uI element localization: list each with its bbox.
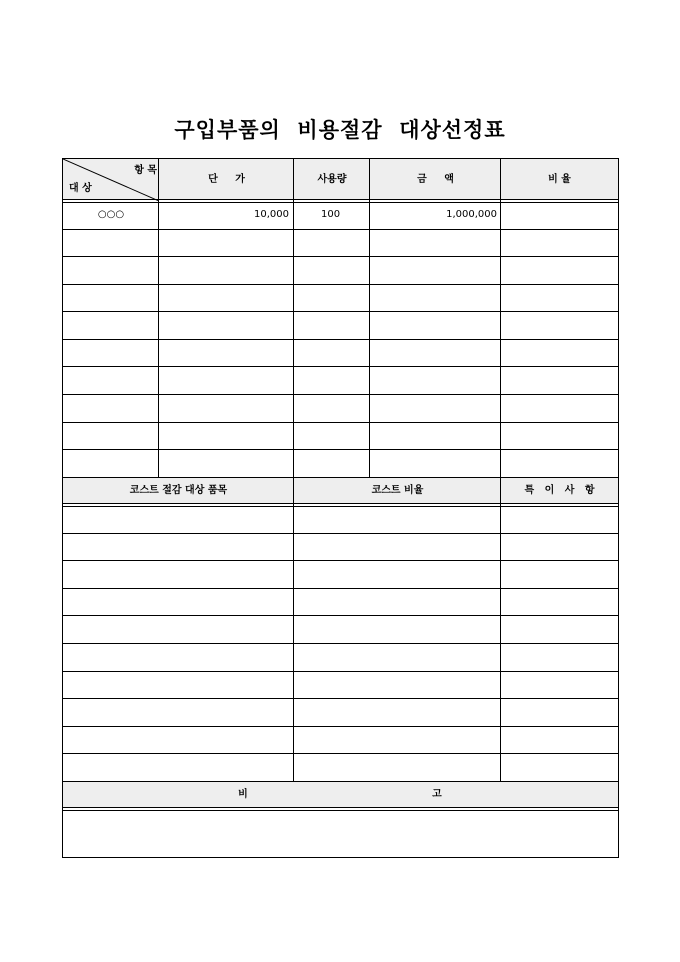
header-ratio: 비 율 <box>548 174 571 185</box>
table2-row-rule <box>63 533 618 534</box>
table1-col-rule <box>369 159 370 477</box>
page-title: 구입부품의 비용절감 대상선정표 <box>174 118 506 142</box>
table1-row-rule <box>63 284 618 285</box>
header-usage: 사용량 <box>317 174 347 185</box>
corner-item-label: 항 목 <box>134 165 157 176</box>
header-notes: 특 이 사 항 <box>524 485 595 496</box>
table2-header-rule <box>63 503 618 507</box>
table1-row-rule <box>63 311 618 312</box>
header-amount: 금 액 <box>417 174 454 185</box>
table2-row-rule <box>63 671 618 672</box>
header-cost-ratio: 코스트 비율 <box>371 485 424 496</box>
table1-row-rule <box>63 449 618 450</box>
table1-row-rule <box>63 229 618 230</box>
table2-col-rule <box>500 477 501 781</box>
remarks-label-left: 비 <box>238 789 248 800</box>
row1-usage: 100 <box>321 209 341 220</box>
table1-row-rule <box>63 256 618 257</box>
table2-row-rule <box>63 560 618 561</box>
row1-amount: 1,000,000 <box>446 209 497 220</box>
table2-col-rule <box>293 477 294 781</box>
row1-unit-price: 10,000 <box>254 209 289 220</box>
table2-row-rule <box>63 588 618 589</box>
row1-target: ○○○ <box>97 209 125 220</box>
corner-target-label: 대 상 <box>69 183 92 194</box>
table2-row-rule <box>63 726 618 727</box>
table2-row-rule <box>63 643 618 644</box>
table1-row-rule <box>63 394 618 395</box>
table1-header-rule <box>63 199 618 203</box>
remarks-header-band <box>63 782 618 808</box>
selection-form <box>62 158 619 858</box>
table1-col-rule <box>500 159 501 477</box>
table1-col-rule <box>293 159 294 477</box>
table1-row-rule <box>63 366 618 367</box>
table1-row-rule <box>63 339 618 340</box>
table2-row-rule <box>63 753 618 754</box>
table1-row-rule <box>63 422 618 423</box>
header-unit-price: 단 가 <box>208 174 245 185</box>
table2-row-rule <box>63 615 618 616</box>
remarks-label-right: 고 <box>432 789 442 800</box>
header-cost-item: 코스트 절감 대상 품목 <box>129 485 228 496</box>
table1-col-rule <box>158 159 159 477</box>
table2-row-rule <box>63 698 618 699</box>
remarks-header-rule <box>63 807 618 811</box>
